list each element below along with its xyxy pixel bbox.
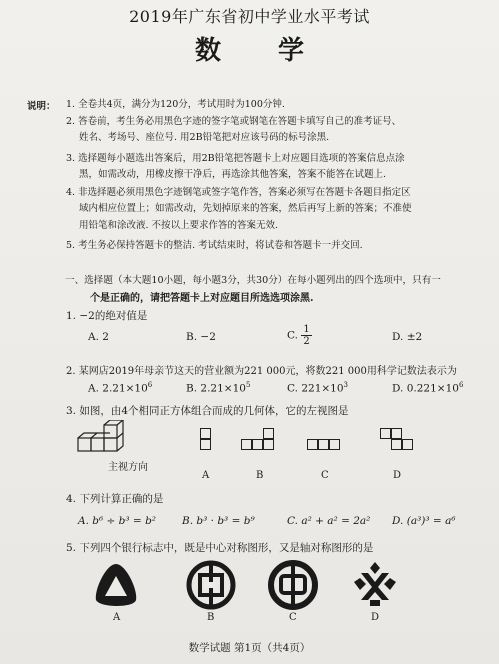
note-line: 2. 答卷前，考生务必用黑色字迹的签字笔或钢笔在答题卡填写自己的准考证号、 <box>66 116 402 127</box>
exponent: 5 <box>245 381 251 389</box>
q5-option-b-label: B <box>207 612 215 623</box>
q2-option-a <box>88 381 152 395</box>
note-line: 3. 选择题每小题选出答案后，用2B铅笔把答题卡上对应题目选项的答案信息点涂 <box>66 153 405 164</box>
fraction-denominator: 2 <box>303 336 310 347</box>
q1-option-c <box>287 324 312 347</box>
q4-option-d: D. (a³)³ = a⁶ <box>392 515 456 527</box>
q4-option-c: C. a² + a² = 2a² <box>287 515 371 527</box>
q1-option-c-label: C. <box>287 329 298 342</box>
q5-option-a-label: A <box>113 612 121 623</box>
q2-option-a-text: A. 2.21×10 <box>88 382 148 395</box>
bank-logo-a-icon <box>92 562 140 608</box>
note-line: 用铅笔和涂改液. 不按以上要求作答的答案无效. <box>79 220 279 231</box>
q2-option-c <box>287 381 348 395</box>
q4-option-a: A. b⁶ ÷ b³ = b² <box>78 515 156 527</box>
q5-option-c-label: C <box>289 612 297 623</box>
q3-option-b-label: B <box>256 470 264 481</box>
q2-stem: 2. 某网店2019年母亲节这天的营业额为221 000元，将数221 000用科学记数法表示为 <box>66 366 457 377</box>
q1-option-d: D. ±2 <box>392 331 423 343</box>
q3-view-direction-caption: 主视方向 <box>108 462 148 473</box>
note-line: 4. 非选择题必须用黑色字迹钢笔或签字笔作答，答案必须写在答题卡各题目指定区 <box>66 187 411 198</box>
subject-heading: 数 学 <box>194 36 329 66</box>
note-line: 域内相应位置上；如需改动，先划掉原来的答案，然后再写上新的答案；不准使 <box>79 203 412 214</box>
q3-option-d-label: D <box>393 470 402 481</box>
fraction-numerator: 1 <box>303 324 310 335</box>
q2-option-b-text: B. 2.21×10 <box>186 382 246 395</box>
cube-solid-figure <box>76 420 146 460</box>
note-line: 黑，如需改动，用橡皮擦干净后，再选涂其他答案，答案不能答在试题上. <box>79 169 387 180</box>
q1-option-b: B. −2 <box>186 331 216 343</box>
bank-logo-d-icon <box>350 560 400 610</box>
q1-option-a: A. 2 <box>88 331 109 343</box>
q2-option-c-text: C. 221×10 <box>287 382 344 395</box>
exam-title: 2019年广东省初中学业水平考试 <box>129 7 370 26</box>
note-line: 姓名、考场号、座位号. 用2B铅笔把对应该号码的标号涂黑. <box>79 132 330 143</box>
q1-stem: 1. −2的绝对值是 <box>66 310 148 322</box>
q2-option-b <box>186 381 250 395</box>
fraction <box>301 324 311 347</box>
q3-option-a-label: A <box>202 470 210 481</box>
section-header-line1: 一、选择题（本大题10小题，每小题3分，共30分）在每小题列出的四个选项中，只有一 <box>65 275 441 286</box>
section-header-line2: 个是正确的，请把答题卡上对应题目所选选项涂黑. <box>90 293 314 304</box>
note-line: 1. 全卷共4页，满分为120分，考试用时为100分钟. <box>66 99 285 110</box>
exponent: 6 <box>147 381 153 389</box>
bank-logo-b-icon <box>186 560 236 610</box>
q3-stem: 3. 如图，由4个相同正方体组合而成的几何体，它的左视图是 <box>66 405 349 417</box>
exponent: 3 <box>343 381 349 389</box>
note-line: 5. 考生务必保持答题卡的整洁. 考试结束时，将试卷和答题卡一并交回. <box>66 240 363 251</box>
bank-logo-c-icon <box>268 560 318 610</box>
q4-option-b: B. b³ · b³ = b⁹ <box>182 515 255 527</box>
q5-option-d-label: D <box>371 612 380 623</box>
q5-stem: 5. 下列四个银行标志中，既是中心对称图形，又是轴对称图形的是 <box>66 542 374 554</box>
exponent: 6 <box>458 381 464 389</box>
q4-stem: 4. 下列计算正确的是 <box>66 493 164 505</box>
notes-label: 说明： <box>27 101 56 112</box>
q2-option-d <box>392 381 463 395</box>
q3-option-c-label: C <box>321 470 329 481</box>
page-footer: 数学试题 第1页（共4页） <box>188 642 311 654</box>
q2-option-d-text: D. 0.221×10 <box>392 382 459 395</box>
